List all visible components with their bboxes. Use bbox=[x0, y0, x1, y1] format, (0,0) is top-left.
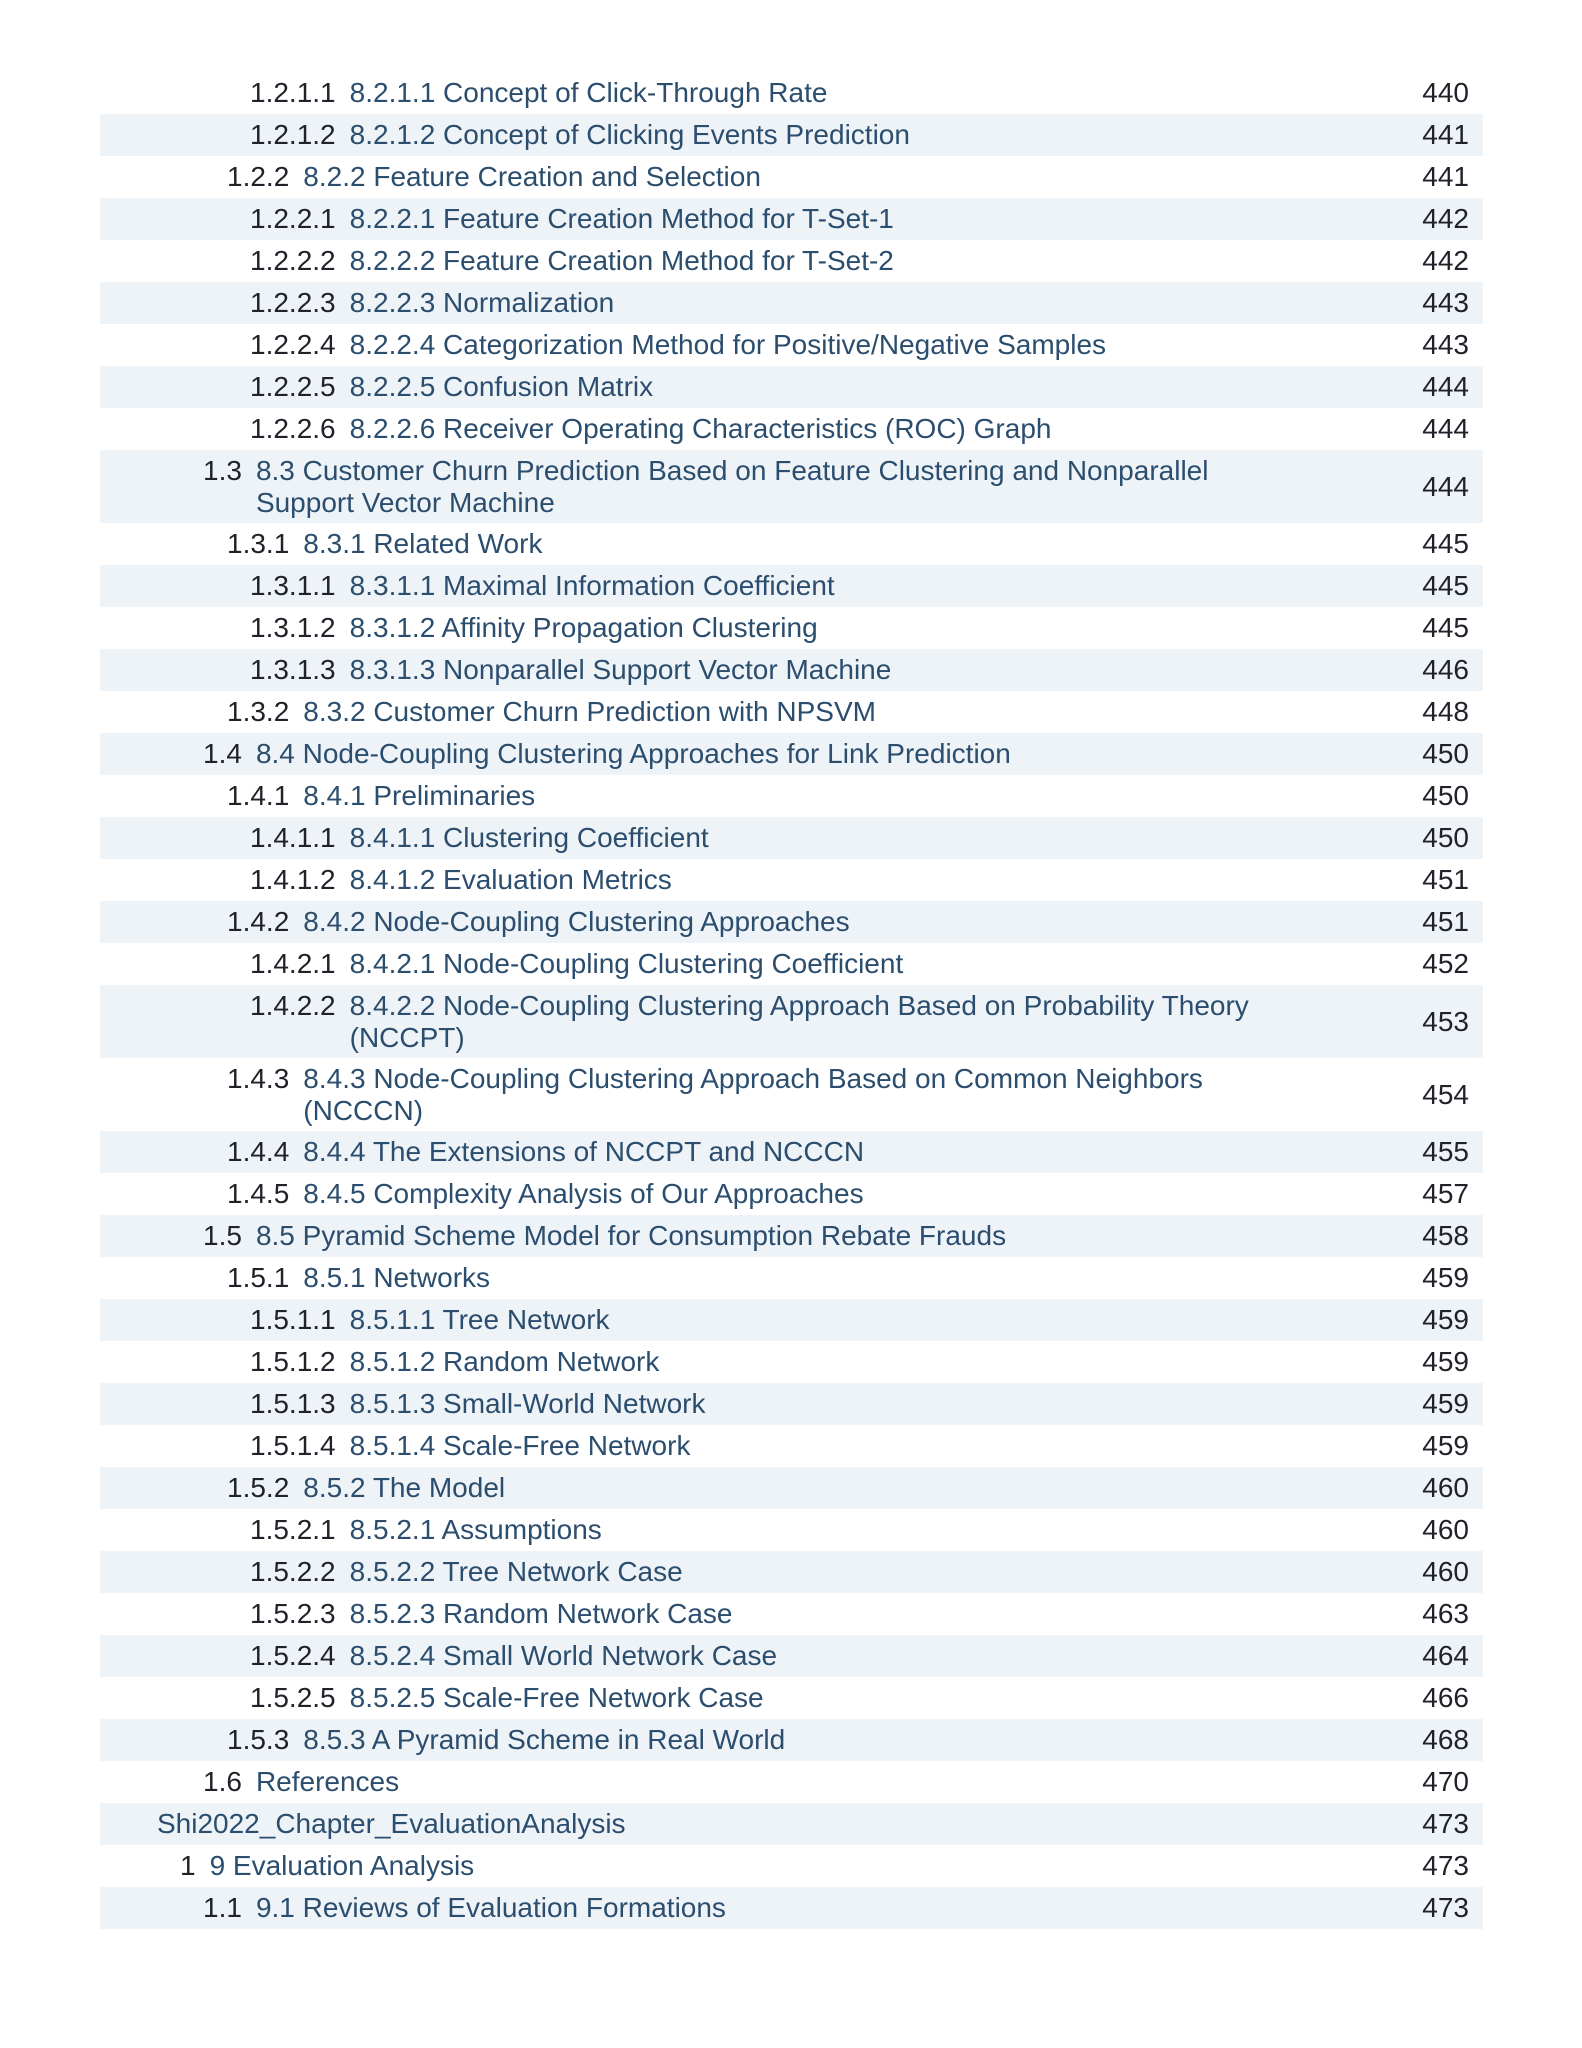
page-number: 458 bbox=[1422, 1220, 1469, 1251]
section-number: 1.5.3 bbox=[227, 1724, 290, 1755]
section-title-link[interactable]: 8.5.2.3 Random Network Case bbox=[349, 1598, 733, 1629]
section-number: 1.5.1.3 bbox=[250, 1388, 336, 1419]
toc-entry-label bbox=[100, 1766, 1353, 1798]
section-title-link[interactable]: References bbox=[255, 1766, 400, 1797]
page-number: 457 bbox=[1422, 1178, 1469, 1209]
page-number: 445 bbox=[1422, 528, 1469, 559]
section-number: 1.2.2.1 bbox=[250, 203, 336, 234]
toc-entry-label bbox=[100, 1556, 1400, 1588]
page-number: 466 bbox=[1422, 1682, 1469, 1713]
page-number: 441 bbox=[1422, 161, 1469, 192]
page-number: 451 bbox=[1422, 864, 1469, 895]
section-number: 1.2.2 bbox=[227, 161, 290, 192]
section-title-link[interactable]: 8.5.2.1 Assumptions bbox=[349, 1514, 602, 1545]
toc-entry[interactable] bbox=[100, 901, 1483, 943]
page-number: 459 bbox=[1422, 1388, 1469, 1419]
toc-entry-label bbox=[100, 1136, 1377, 1168]
section-number: 1.4.5 bbox=[227, 1178, 290, 1209]
toc-entry[interactable] bbox=[100, 1383, 1483, 1425]
page-number: 444 bbox=[1422, 470, 1469, 502]
toc-entry-label bbox=[100, 1850, 1330, 1882]
toc-entry-label bbox=[100, 990, 1400, 1054]
toc-entry[interactable] bbox=[100, 156, 1483, 198]
section-title-link[interactable]: 8.2.2.4 Categorization Method for Positive/Negative Samples bbox=[349, 329, 1107, 360]
toc-entry-label bbox=[100, 1388, 1400, 1420]
toc-entry[interactable] bbox=[100, 1215, 1483, 1257]
toc-entry-label bbox=[100, 570, 1400, 602]
toc-entry-label bbox=[100, 1346, 1400, 1378]
page-number: 440 bbox=[1422, 77, 1469, 108]
page-number: 441 bbox=[1422, 119, 1469, 150]
page-number: 442 bbox=[1422, 245, 1469, 276]
section-title-link[interactable]: 8.3.1.2 Affinity Propagation Clustering bbox=[349, 612, 818, 643]
section-number: 1.6 bbox=[203, 1766, 242, 1797]
section-number: 1.2.2.5 bbox=[250, 371, 336, 402]
section-title-link[interactable]: 8.5.2.4 Small World Network Case bbox=[349, 1640, 778, 1671]
section-title-link[interactable]: 8.4.1.1 Clustering Coefficient bbox=[349, 822, 709, 853]
page-number: 473 bbox=[1422, 1892, 1469, 1923]
section-title-link[interactable]: 9.1 Reviews of Evaluation Formations bbox=[255, 1892, 726, 1923]
section-number: 1.4.3 bbox=[227, 1062, 290, 1094]
section-number: 1.3 bbox=[203, 454, 242, 486]
section-title-link[interactable]: 8.5.2.5 Scale-Free Network Case bbox=[349, 1682, 764, 1713]
section-title-link[interactable]: 8.2.2 Feature Creation and Selection bbox=[303, 161, 761, 192]
page-number: 451 bbox=[1422, 906, 1469, 937]
section-number: 1.5.1.1 bbox=[250, 1304, 336, 1335]
toc-entry[interactable] bbox=[100, 1719, 1483, 1761]
toc-entry-label bbox=[100, 1514, 1400, 1546]
toc-entry[interactable] bbox=[100, 1131, 1483, 1173]
page-number: 448 bbox=[1422, 696, 1469, 727]
toc-entry[interactable] bbox=[100, 1761, 1483, 1803]
section-number: 1.2.1.1 bbox=[250, 77, 336, 108]
page-number: 446 bbox=[1422, 654, 1469, 685]
toc-entry-label bbox=[100, 1262, 1377, 1294]
toc-entry-label bbox=[100, 1304, 1400, 1336]
toc-entry-label bbox=[100, 1808, 1307, 1840]
section-title-link[interactable]: 8.3.2 Customer Churn Prediction with NPSVM bbox=[303, 696, 876, 727]
page-number: 445 bbox=[1422, 612, 1469, 643]
section-number: 1.5.2.1 bbox=[250, 1514, 336, 1545]
section-title-link[interactable]: 8.3 Customer Churn Prediction Based on Feature Clustering and Nonparallel Support Vector Machine bbox=[255, 454, 1209, 518]
section-number: 1.2.1.2 bbox=[250, 119, 336, 150]
section-number: 1.5.2.4 bbox=[250, 1640, 336, 1671]
section-title-link[interactable]: 8.4.2.2 Node-Coupling Clustering Approach Based on Probability Theory (NCCPT) bbox=[349, 989, 1249, 1053]
section-number: 1.5.2.2 bbox=[250, 1556, 336, 1587]
page-number: 459 bbox=[1422, 1304, 1469, 1335]
page-number: 470 bbox=[1422, 1766, 1469, 1797]
toc-entry[interactable] bbox=[100, 240, 1483, 282]
section-title-link[interactable]: 8.2.2.1 Feature Creation Method for T-Set-1 bbox=[349, 203, 894, 234]
toc-entry[interactable] bbox=[100, 408, 1483, 450]
section-number: 1.4.2.1 bbox=[250, 948, 336, 979]
section-number: 1.4.4 bbox=[227, 1136, 290, 1167]
toc-entry[interactable] bbox=[100, 1341, 1483, 1383]
toc-entry[interactable] bbox=[100, 1467, 1483, 1509]
section-title-link[interactable]: 8.5.2.2 Tree Network Case bbox=[349, 1556, 683, 1587]
page-number: 445 bbox=[1422, 570, 1469, 601]
toc-entry[interactable] bbox=[100, 1299, 1483, 1341]
page-number: 464 bbox=[1422, 1640, 1469, 1671]
toc-entry-label bbox=[100, 1063, 1377, 1127]
toc-entry[interactable] bbox=[100, 282, 1483, 324]
section-number: 1.2.2.4 bbox=[250, 329, 336, 360]
page-number: 452 bbox=[1422, 948, 1469, 979]
toc-entry-label bbox=[100, 738, 1353, 770]
section-title-link[interactable]: 8.3.1.3 Nonparallel Support Vector Machine bbox=[349, 654, 892, 685]
toc-entry[interactable] bbox=[100, 1887, 1483, 1929]
toc-entry-label bbox=[100, 455, 1353, 519]
section-title-link[interactable]: 8.4 Node-Coupling Clustering Approaches for Link Prediction bbox=[255, 738, 1011, 769]
toc-entry-label bbox=[100, 371, 1400, 403]
page-number: 460 bbox=[1422, 1472, 1469, 1503]
section-number: 1.3.1.1 bbox=[250, 570, 336, 601]
section-title-link[interactable]: 8.5 Pyramid Scheme Model for Consumption Rebate Frauds bbox=[255, 1220, 1007, 1251]
page-number: 459 bbox=[1422, 1346, 1469, 1377]
toc-entry-label bbox=[100, 77, 1400, 109]
toc-entry-label bbox=[100, 287, 1400, 319]
section-number: 1.2.2.3 bbox=[250, 287, 336, 318]
toc-entry[interactable] bbox=[100, 114, 1483, 156]
page-number: 468 bbox=[1422, 1724, 1469, 1755]
toc-entry-label bbox=[100, 1640, 1400, 1672]
toc-entry-label bbox=[100, 696, 1377, 728]
section-number: 1.5.2.5 bbox=[250, 1682, 336, 1713]
section-title-link[interactable]: 8.2.2.3 Normalization bbox=[349, 287, 615, 318]
section-number: 1.2.2.6 bbox=[250, 413, 336, 444]
toc-entry[interactable] bbox=[100, 1509, 1483, 1551]
section-number: 1 bbox=[180, 1850, 196, 1881]
section-number: 1.1 bbox=[203, 1892, 242, 1923]
page-number: 450 bbox=[1422, 822, 1469, 853]
page-number: 443 bbox=[1422, 329, 1469, 360]
page-number: 473 bbox=[1422, 1850, 1469, 1881]
section-title-link[interactable]: 8.2.1.1 Concept of Click-Through Rate bbox=[349, 77, 828, 108]
toc-entry[interactable] bbox=[100, 1425, 1483, 1467]
section-title-link[interactable]: 8.2.2.6 Receiver Operating Characteristics (ROC) Graph bbox=[349, 413, 1052, 444]
section-number: 1.5.1.2 bbox=[250, 1346, 336, 1377]
page-number: 459 bbox=[1422, 1262, 1469, 1293]
toc-entry[interactable] bbox=[100, 691, 1483, 733]
page-number: 473 bbox=[1422, 1808, 1469, 1839]
toc-entry-label bbox=[100, 413, 1400, 445]
toc-entry[interactable] bbox=[100, 985, 1483, 1058]
section-number: 1.4.1 bbox=[227, 780, 290, 811]
toc-entry[interactable] bbox=[100, 1257, 1483, 1299]
page-number: 443 bbox=[1422, 287, 1469, 318]
section-number: 1.5.1 bbox=[227, 1262, 290, 1293]
section-title-link[interactable]: 8.5.1.3 Small-World Network bbox=[349, 1388, 706, 1419]
toc-entry-label bbox=[100, 1430, 1400, 1462]
toc-entry-label bbox=[100, 780, 1377, 812]
toc-entry-label bbox=[100, 161, 1377, 193]
section-title-link[interactable]: 8.5.1.1 Tree Network bbox=[349, 1304, 610, 1335]
toc-entry[interactable] bbox=[100, 733, 1483, 775]
toc-entry-label bbox=[100, 864, 1400, 896]
toc-entry-label bbox=[100, 245, 1400, 277]
toc-entry[interactable] bbox=[100, 1551, 1483, 1593]
toc-entry-label bbox=[100, 906, 1377, 938]
page-number: 455 bbox=[1422, 1136, 1469, 1167]
section-number: 1.5 bbox=[203, 1220, 242, 1251]
section-title-link[interactable]: 8.5.3 A Pyramid Scheme in Real World bbox=[303, 1724, 786, 1755]
toc-entry-label bbox=[100, 948, 1400, 980]
table-of-contents bbox=[100, 72, 1483, 1929]
section-title-link[interactable]: 8.2.1.2 Concept of Clicking Events Prediction bbox=[349, 119, 910, 150]
toc-entry[interactable] bbox=[100, 817, 1483, 859]
section-number: 1.5.1.4 bbox=[250, 1430, 336, 1461]
page-number: 460 bbox=[1422, 1556, 1469, 1587]
section-title-link[interactable]: 8.3.1 Related Work bbox=[303, 528, 543, 559]
toc-entry-label bbox=[100, 1178, 1377, 1210]
toc-entry[interactable] bbox=[100, 775, 1483, 817]
section-title-link[interactable]: 8.2.2.5 Confusion Matrix bbox=[349, 371, 654, 402]
toc-entry[interactable] bbox=[100, 1635, 1483, 1677]
toc-entry[interactable] bbox=[100, 1803, 1483, 1845]
section-title-link[interactable]: 8.5.1.2 Random Network bbox=[349, 1346, 660, 1377]
section-number: 1.4 bbox=[203, 738, 242, 769]
page-number: 444 bbox=[1422, 413, 1469, 444]
section-title-link[interactable]: 8.4.4 The Extensions of NCCPT and NCCCN bbox=[303, 1136, 865, 1167]
section-title-link[interactable]: 8.4.2 Node-Coupling Clustering Approaches bbox=[303, 906, 850, 937]
section-title-link[interactable]: 8.4.5 Complexity Analysis of Our Approaches bbox=[303, 1178, 864, 1209]
section-number: 1.3.2 bbox=[227, 696, 290, 727]
toc-entry[interactable] bbox=[100, 72, 1483, 114]
toc-entry[interactable] bbox=[100, 1173, 1483, 1215]
page-number: 450 bbox=[1422, 780, 1469, 811]
section-title-link[interactable]: 8.5.2 The Model bbox=[303, 1472, 506, 1503]
toc-entry[interactable] bbox=[100, 1593, 1483, 1635]
toc-entry[interactable] bbox=[100, 324, 1483, 366]
page-number: 463 bbox=[1422, 1598, 1469, 1629]
section-title-link[interactable]: 8.4.2.1 Node-Coupling Clustering Coefficient bbox=[349, 948, 904, 979]
toc-entry-label bbox=[100, 1220, 1353, 1252]
toc-entry-label bbox=[100, 1724, 1377, 1756]
toc-entry-label bbox=[100, 203, 1400, 235]
page-number: 459 bbox=[1422, 1430, 1469, 1461]
section-title-link[interactable]: Shi2022_Chapter_EvaluationAnalysis bbox=[157, 1808, 626, 1839]
toc-entry[interactable] bbox=[100, 1677, 1483, 1719]
toc-entry[interactable] bbox=[100, 450, 1483, 523]
page-number: 444 bbox=[1422, 371, 1469, 402]
section-number: 1.5.2.3 bbox=[250, 1598, 336, 1629]
toc-entry-label bbox=[100, 1598, 1400, 1630]
page-number: 450 bbox=[1422, 738, 1469, 769]
toc-entry[interactable] bbox=[100, 523, 1483, 565]
section-number: 1.4.2.2 bbox=[250, 989, 336, 1021]
toc-entry-label bbox=[100, 1682, 1400, 1714]
toc-entry[interactable] bbox=[100, 198, 1483, 240]
section-title-link[interactable]: 9 Evaluation Analysis bbox=[209, 1850, 475, 1881]
toc-entry-label bbox=[100, 612, 1400, 644]
page-number: 460 bbox=[1422, 1514, 1469, 1545]
section-title-link[interactable]: 8.4.1.2 Evaluation Metrics bbox=[349, 864, 672, 895]
section-number: 1.3.1.3 bbox=[250, 654, 336, 685]
toc-entry[interactable] bbox=[100, 859, 1483, 901]
section-number: 1.5.2 bbox=[227, 1472, 290, 1503]
section-title-link[interactable]: 8.5.1 Networks bbox=[303, 1262, 491, 1293]
page-number: 454 bbox=[1422, 1078, 1469, 1110]
page-number: 442 bbox=[1422, 203, 1469, 234]
section-number: 1.4.2 bbox=[227, 906, 290, 937]
section-number: 1.3.1.2 bbox=[250, 612, 336, 643]
section-title-link[interactable]: 8.4.1 Preliminaries bbox=[303, 780, 536, 811]
toc-entry-label bbox=[100, 654, 1400, 686]
page-number: 453 bbox=[1422, 1005, 1469, 1037]
toc-entry-label bbox=[100, 822, 1400, 854]
toc-entry[interactable] bbox=[100, 1845, 1483, 1887]
section-number: 1.4.1.2 bbox=[250, 864, 336, 895]
toc-entry[interactable] bbox=[100, 1058, 1483, 1131]
toc-entry[interactable] bbox=[100, 565, 1483, 607]
toc-entry[interactable] bbox=[100, 607, 1483, 649]
toc-entry-label bbox=[100, 1472, 1377, 1504]
toc-entry[interactable] bbox=[100, 649, 1483, 691]
toc-entry-label bbox=[100, 119, 1400, 151]
section-number: 1.4.1.1 bbox=[250, 822, 336, 853]
section-title-link[interactable]: 8.4.3 Node-Coupling Clustering Approach Based on Common Neighbors (NCCCN) bbox=[303, 1062, 1203, 1126]
toc-entry-label bbox=[100, 528, 1377, 560]
section-title-link[interactable]: 8.5.1.4 Scale-Free Network bbox=[349, 1430, 691, 1461]
toc-entry-label bbox=[100, 329, 1400, 361]
toc-entry-label bbox=[100, 1892, 1353, 1924]
toc-entry[interactable] bbox=[100, 366, 1483, 408]
section-number: 1.3.1 bbox=[227, 528, 290, 559]
section-number: 1.2.2.2 bbox=[250, 245, 336, 276]
toc-entry[interactable] bbox=[100, 943, 1483, 985]
section-title-link[interactable]: 8.2.2.2 Feature Creation Method for T-Set-2 bbox=[349, 245, 894, 276]
section-title-link[interactable]: 8.3.1.1 Maximal Information Coefficient bbox=[349, 570, 835, 601]
